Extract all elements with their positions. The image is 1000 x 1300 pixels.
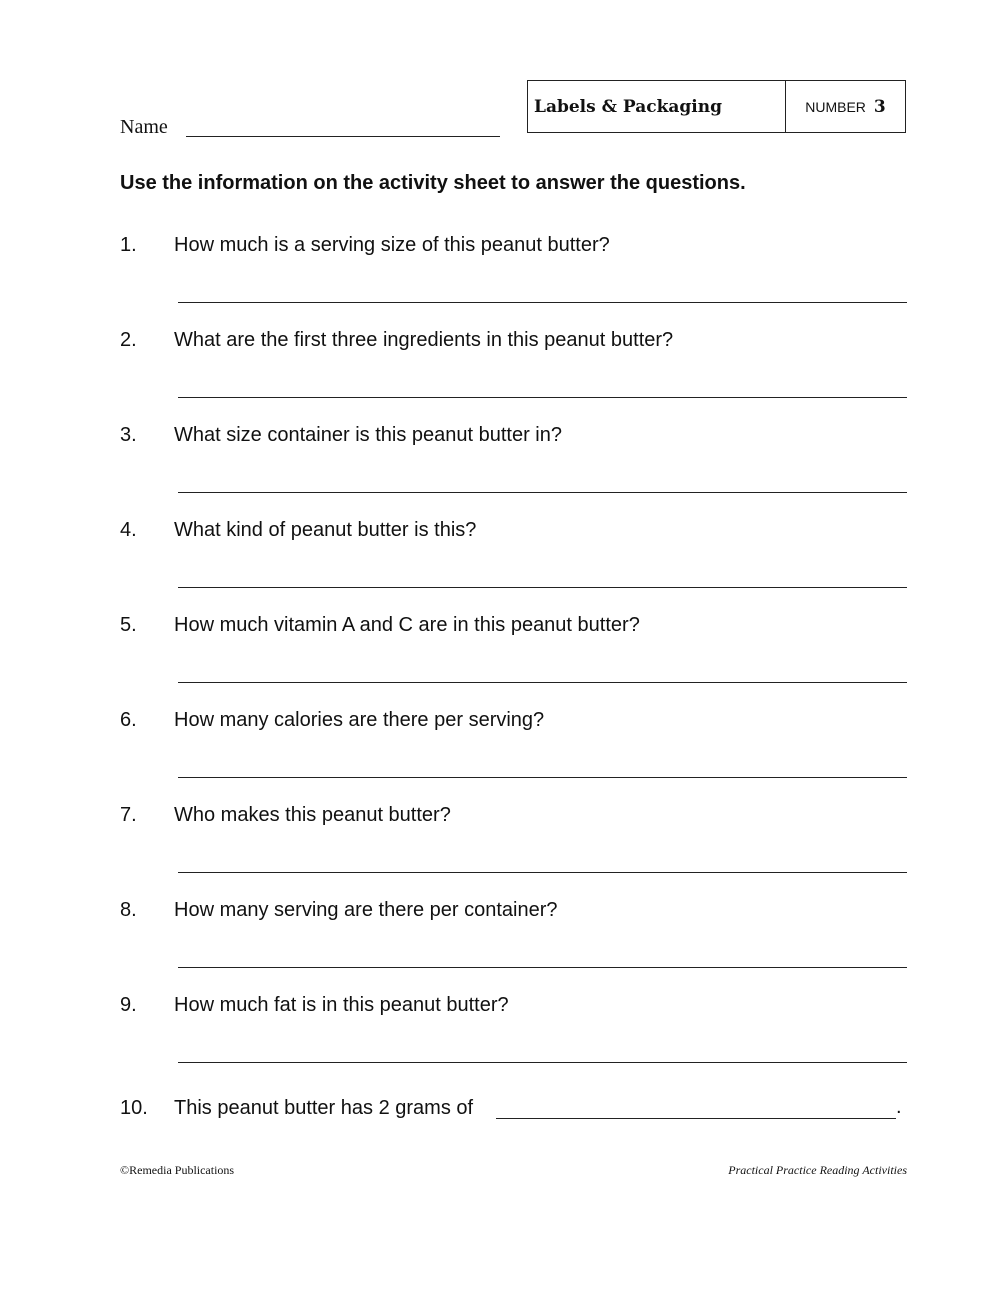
question-text: What kind of peanut butter is this?	[174, 519, 477, 541]
series-title: Practical Practice Reading Activities	[728, 1163, 907, 1177]
question-text: Who makes this peanut butter?	[174, 804, 451, 826]
question-7	[120, 804, 920, 834]
question-1	[120, 234, 920, 264]
question-9	[120, 994, 920, 1024]
worksheet-title-box	[527, 80, 906, 133]
publisher-credit: ©Remedia Publications	[120, 1163, 235, 1177]
question-5	[120, 614, 920, 644]
question-number: 1.	[120, 234, 137, 256]
question-6	[120, 709, 920, 739]
question-number: 9.	[120, 994, 137, 1016]
question-text: How many serving are there per container?	[174, 899, 558, 921]
name-label: Name	[120, 116, 168, 138]
question-2	[120, 329, 920, 359]
question-text: How much fat is in this peanut butter?	[174, 994, 509, 1016]
instructions: Use the information on the activity sheet to answer the questions.	[120, 172, 746, 194]
question-8	[120, 899, 920, 929]
question-10-period: .	[896, 1096, 902, 1118]
number-label: NUMBER	[805, 98, 866, 115]
question-3	[120, 424, 920, 454]
question-text: What size container is this peanut butter in?	[174, 424, 562, 446]
question-number: 3.	[120, 424, 137, 446]
answer-line-5[interactable]	[178, 682, 907, 683]
question-text: How much vitamin A and C are in this peanut butter?	[174, 614, 640, 636]
answer-line-7[interactable]	[178, 872, 907, 873]
answer-line-4[interactable]	[178, 587, 907, 588]
question-4	[120, 519, 920, 549]
question-10	[120, 1097, 920, 1127]
question-number: 7.	[120, 804, 137, 826]
question-text: What are the first three ingredients in this peanut butter?	[174, 329, 674, 351]
answer-line-9[interactable]	[178, 1062, 907, 1063]
question-number: 6.	[120, 709, 137, 731]
question-number: 8.	[120, 899, 137, 921]
question-number: 5.	[120, 614, 137, 636]
question-number: 4.	[120, 519, 137, 541]
question-text: How many calories are there per serving?	[174, 709, 545, 731]
question-text: This peanut butter has 2 grams of	[174, 1097, 474, 1119]
answer-line-6[interactable]	[178, 777, 907, 778]
answer-line-8[interactable]	[178, 967, 907, 968]
number-value: 3	[873, 96, 886, 117]
question-number: 2.	[120, 329, 137, 351]
answer-line-2[interactable]	[178, 397, 907, 398]
question-number: 10.	[120, 1097, 148, 1119]
answer-line-3[interactable]	[178, 492, 907, 493]
answer-line-1[interactable]	[178, 302, 907, 303]
answer-line-10[interactable]	[496, 1118, 896, 1119]
worksheet-number	[786, 81, 905, 132]
question-text: How much is a serving size of this peanut butter?	[174, 234, 610, 256]
name-blank-line[interactable]	[186, 136, 500, 137]
worksheet-title: Labels & Packaging	[528, 81, 786, 132]
